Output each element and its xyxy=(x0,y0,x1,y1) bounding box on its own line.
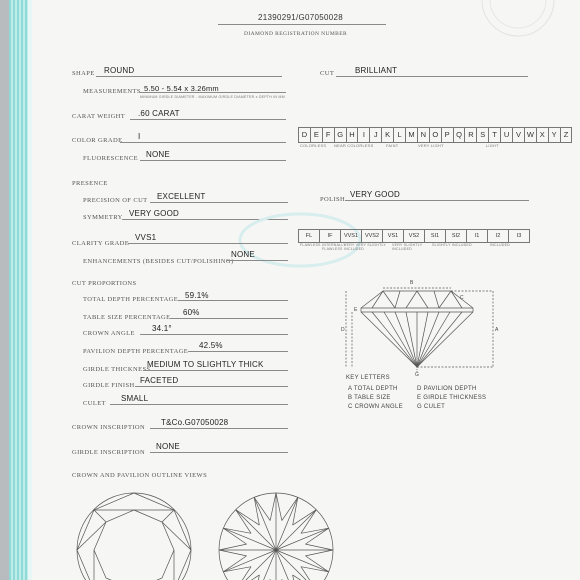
diagram-letter-d: D xyxy=(341,327,345,333)
color-scale-cell: G xyxy=(334,127,346,143)
diagram-letter-a: A xyxy=(495,327,499,333)
registration-number: 21390291/G07050028 xyxy=(258,13,344,22)
diagram-letter-b: B xyxy=(410,280,414,286)
key-letter-item: B TABLE SIZE xyxy=(348,395,391,401)
registration-label: DIAMOND REGISTRATION NUMBER xyxy=(244,31,348,37)
table-size-value: 60% xyxy=(183,308,200,317)
clarity-group-flawless: FLAWLESS xyxy=(300,243,321,247)
enhancements-value: NONE xyxy=(231,250,255,259)
clarity-grade-label: CLARITY GRADE xyxy=(72,240,130,247)
color-scale-cell: Z xyxy=(560,127,573,143)
color-scale-cell: L xyxy=(393,127,405,143)
cut-value: BRILLIANT xyxy=(355,66,398,75)
color-group-colorless: COLORLESS xyxy=(300,143,327,148)
color-scale-cell: X xyxy=(536,127,548,143)
girdle-thickness-label: GIRDLE THICKNESS xyxy=(83,366,151,373)
color-scale-cell: W xyxy=(524,127,536,143)
symmetry-label: SYMMETRY xyxy=(83,214,123,221)
precision-of-cut-value: EXCELLENT xyxy=(157,192,206,201)
color-grade-value: I xyxy=(138,132,141,141)
crown-inscription-label: CROWN INSCRIPTION xyxy=(72,424,146,431)
clarity-scale xyxy=(298,229,530,243)
color-scale-cell: T xyxy=(488,127,500,143)
cut-proportions-heading: CUT PROPORTIONS xyxy=(72,280,137,287)
clarity-scale-cell: IF xyxy=(319,229,340,243)
culet-label: CULET xyxy=(83,400,106,407)
clarity-scale-cell: FL xyxy=(298,229,319,243)
key-letter-item: G CULET xyxy=(417,404,446,410)
enhancements-label: ENHANCEMENTS (BESIDES CUT/POLISHING) xyxy=(83,258,234,265)
fluorescence-value: NONE xyxy=(146,150,170,159)
color-scale-cell: I xyxy=(357,127,369,143)
clarity-group-vvs: VERY VERY SLIGHTLY INCLUDED xyxy=(344,243,386,251)
color-scale-cell: Y xyxy=(548,127,560,143)
measurements-label: MEASUREMENTS xyxy=(83,88,141,95)
outline-views-heading: CROWN AND PAVILION OUTLINE VIEWS xyxy=(72,472,208,479)
key-letters-heading: KEY LETTERS xyxy=(346,375,390,381)
color-scale-cell: J xyxy=(369,127,381,143)
table-size-label: TABLE SIZE PERCENTAGE xyxy=(83,314,171,321)
clarity-group-si: SLIGHTLY INCLUDED xyxy=(432,243,472,247)
clarity-group-internally-flawless: INTERNALLY FLAWLESS xyxy=(322,243,346,251)
color-group-very-light: VERY LIGHT xyxy=(418,143,444,148)
girdle-inscription-label: GIRDLE INSCRIPTION xyxy=(72,449,146,456)
pavilion-outline-view xyxy=(212,488,342,580)
diagram-letter-g: G xyxy=(415,372,419,378)
crown-angle-value: 34.1° xyxy=(152,324,172,333)
teal-border-edge xyxy=(28,0,32,580)
shape-value: ROUND xyxy=(104,66,135,75)
fluorescence-label: FLUORESCENCE xyxy=(83,155,139,162)
carat-weight-value: .60 CARAT xyxy=(138,109,180,118)
key-letter-item: A TOTAL DEPTH xyxy=(348,386,398,392)
teal-border xyxy=(9,0,28,580)
presence-heading: PRESENCE xyxy=(72,180,108,187)
clarity-scale-cell: VVS1 xyxy=(340,229,361,243)
clarity-scale-cell: I1 xyxy=(466,229,487,243)
girdle-finish-label: GIRDLE FINISH xyxy=(83,382,135,389)
shape-label: SHAPE xyxy=(72,70,95,77)
crown-inscription-value: T&Co.G07050028 xyxy=(161,418,229,427)
clarity-scale-cell: VS1 xyxy=(382,229,403,243)
key-letter-item: E GIRDLE THICKNESS xyxy=(417,395,487,401)
color-scale-cell: R xyxy=(464,127,476,143)
clarity-scale-cell: I2 xyxy=(487,229,508,243)
clarity-scale-cell: VS2 xyxy=(403,229,424,243)
clarity-group-vs: VERY SLIGHTLY INCLUDED xyxy=(392,243,423,251)
color-scale-cell: H xyxy=(346,127,358,143)
crown-angle-label: CROWN ANGLE xyxy=(83,330,135,337)
girdle-thickness-value: MEDIUM TO SLIGHTLY THICK xyxy=(147,360,264,369)
color-scale-cell: D xyxy=(298,127,310,143)
symmetry-value: VERY GOOD xyxy=(129,209,179,218)
color-scale xyxy=(298,127,572,143)
total-depth-value: 59.1% xyxy=(185,291,209,300)
pavilion-depth-value: 42.5% xyxy=(199,341,223,350)
measurements-note: MINIMUM GIRDLE DIAMETER - MAXIMUM GIRDLE DIAMETER x DEPTH IN MM xyxy=(140,95,285,99)
diagram-letter-e: E xyxy=(354,307,358,313)
key-letter-item: D PAVILION DEPTH xyxy=(417,386,477,392)
carat-weight-label: CARAT WEIGHT xyxy=(72,113,126,120)
measurements-value: 5.50 - 5.54 x 3.26mm xyxy=(144,84,219,93)
color-scale-cell: O xyxy=(429,127,441,143)
color-group-near-colorless: NEAR COLORLESS xyxy=(334,143,374,148)
color-scale-cell: V xyxy=(512,127,524,143)
total-depth-label: TOTAL DEPTH PERCENTAGE xyxy=(83,296,179,303)
girdle-inscription-value: NONE xyxy=(156,442,180,451)
polish-label: POLISH xyxy=(320,196,346,203)
color-scale-cell: U xyxy=(500,127,512,143)
color-scale-cell: Q xyxy=(453,127,465,143)
pavilion-depth-label: PAVILION DEPTH PERCENTAGE xyxy=(83,348,189,355)
seal-watermark xyxy=(470,0,566,38)
clarity-scale-cell: VVS2 xyxy=(361,229,382,243)
color-scale-cell: M xyxy=(405,127,417,143)
color-scale-cell: N xyxy=(417,127,429,143)
color-group-light: LIGHT xyxy=(486,143,499,148)
clarity-grade-value: VVS1 xyxy=(135,233,157,242)
polish-value: VERY GOOD xyxy=(350,190,400,199)
color-scale-cell: S xyxy=(476,127,488,143)
color-grade-label: COLOR GRADE xyxy=(72,137,123,144)
culet-value: SMALL xyxy=(121,394,149,403)
clarity-group-included: INCLUDED xyxy=(490,243,510,247)
girdle-finish-value: FACETED xyxy=(140,376,179,385)
color-scale-cell: P xyxy=(441,127,453,143)
clarity-scale-cell: SI1 xyxy=(424,229,445,243)
left-binding-stripe xyxy=(0,0,9,580)
clarity-scale-cell: SI2 xyxy=(445,229,466,243)
clarity-scale-cell: I3 xyxy=(508,229,530,243)
precision-of-cut-label: PRECISION OF CUT xyxy=(83,197,148,204)
diagram-letter-c: C xyxy=(460,295,464,301)
cut-label: CUT xyxy=(320,70,335,77)
color-scale-cell: F xyxy=(322,127,334,143)
color-scale-cell: E xyxy=(310,127,322,143)
key-letter-item: C CROWN ANGLE xyxy=(348,404,403,410)
crown-outline-view xyxy=(72,488,202,580)
color-scale-cell: K xyxy=(381,127,393,143)
color-group-faint: FAINT xyxy=(386,143,399,148)
